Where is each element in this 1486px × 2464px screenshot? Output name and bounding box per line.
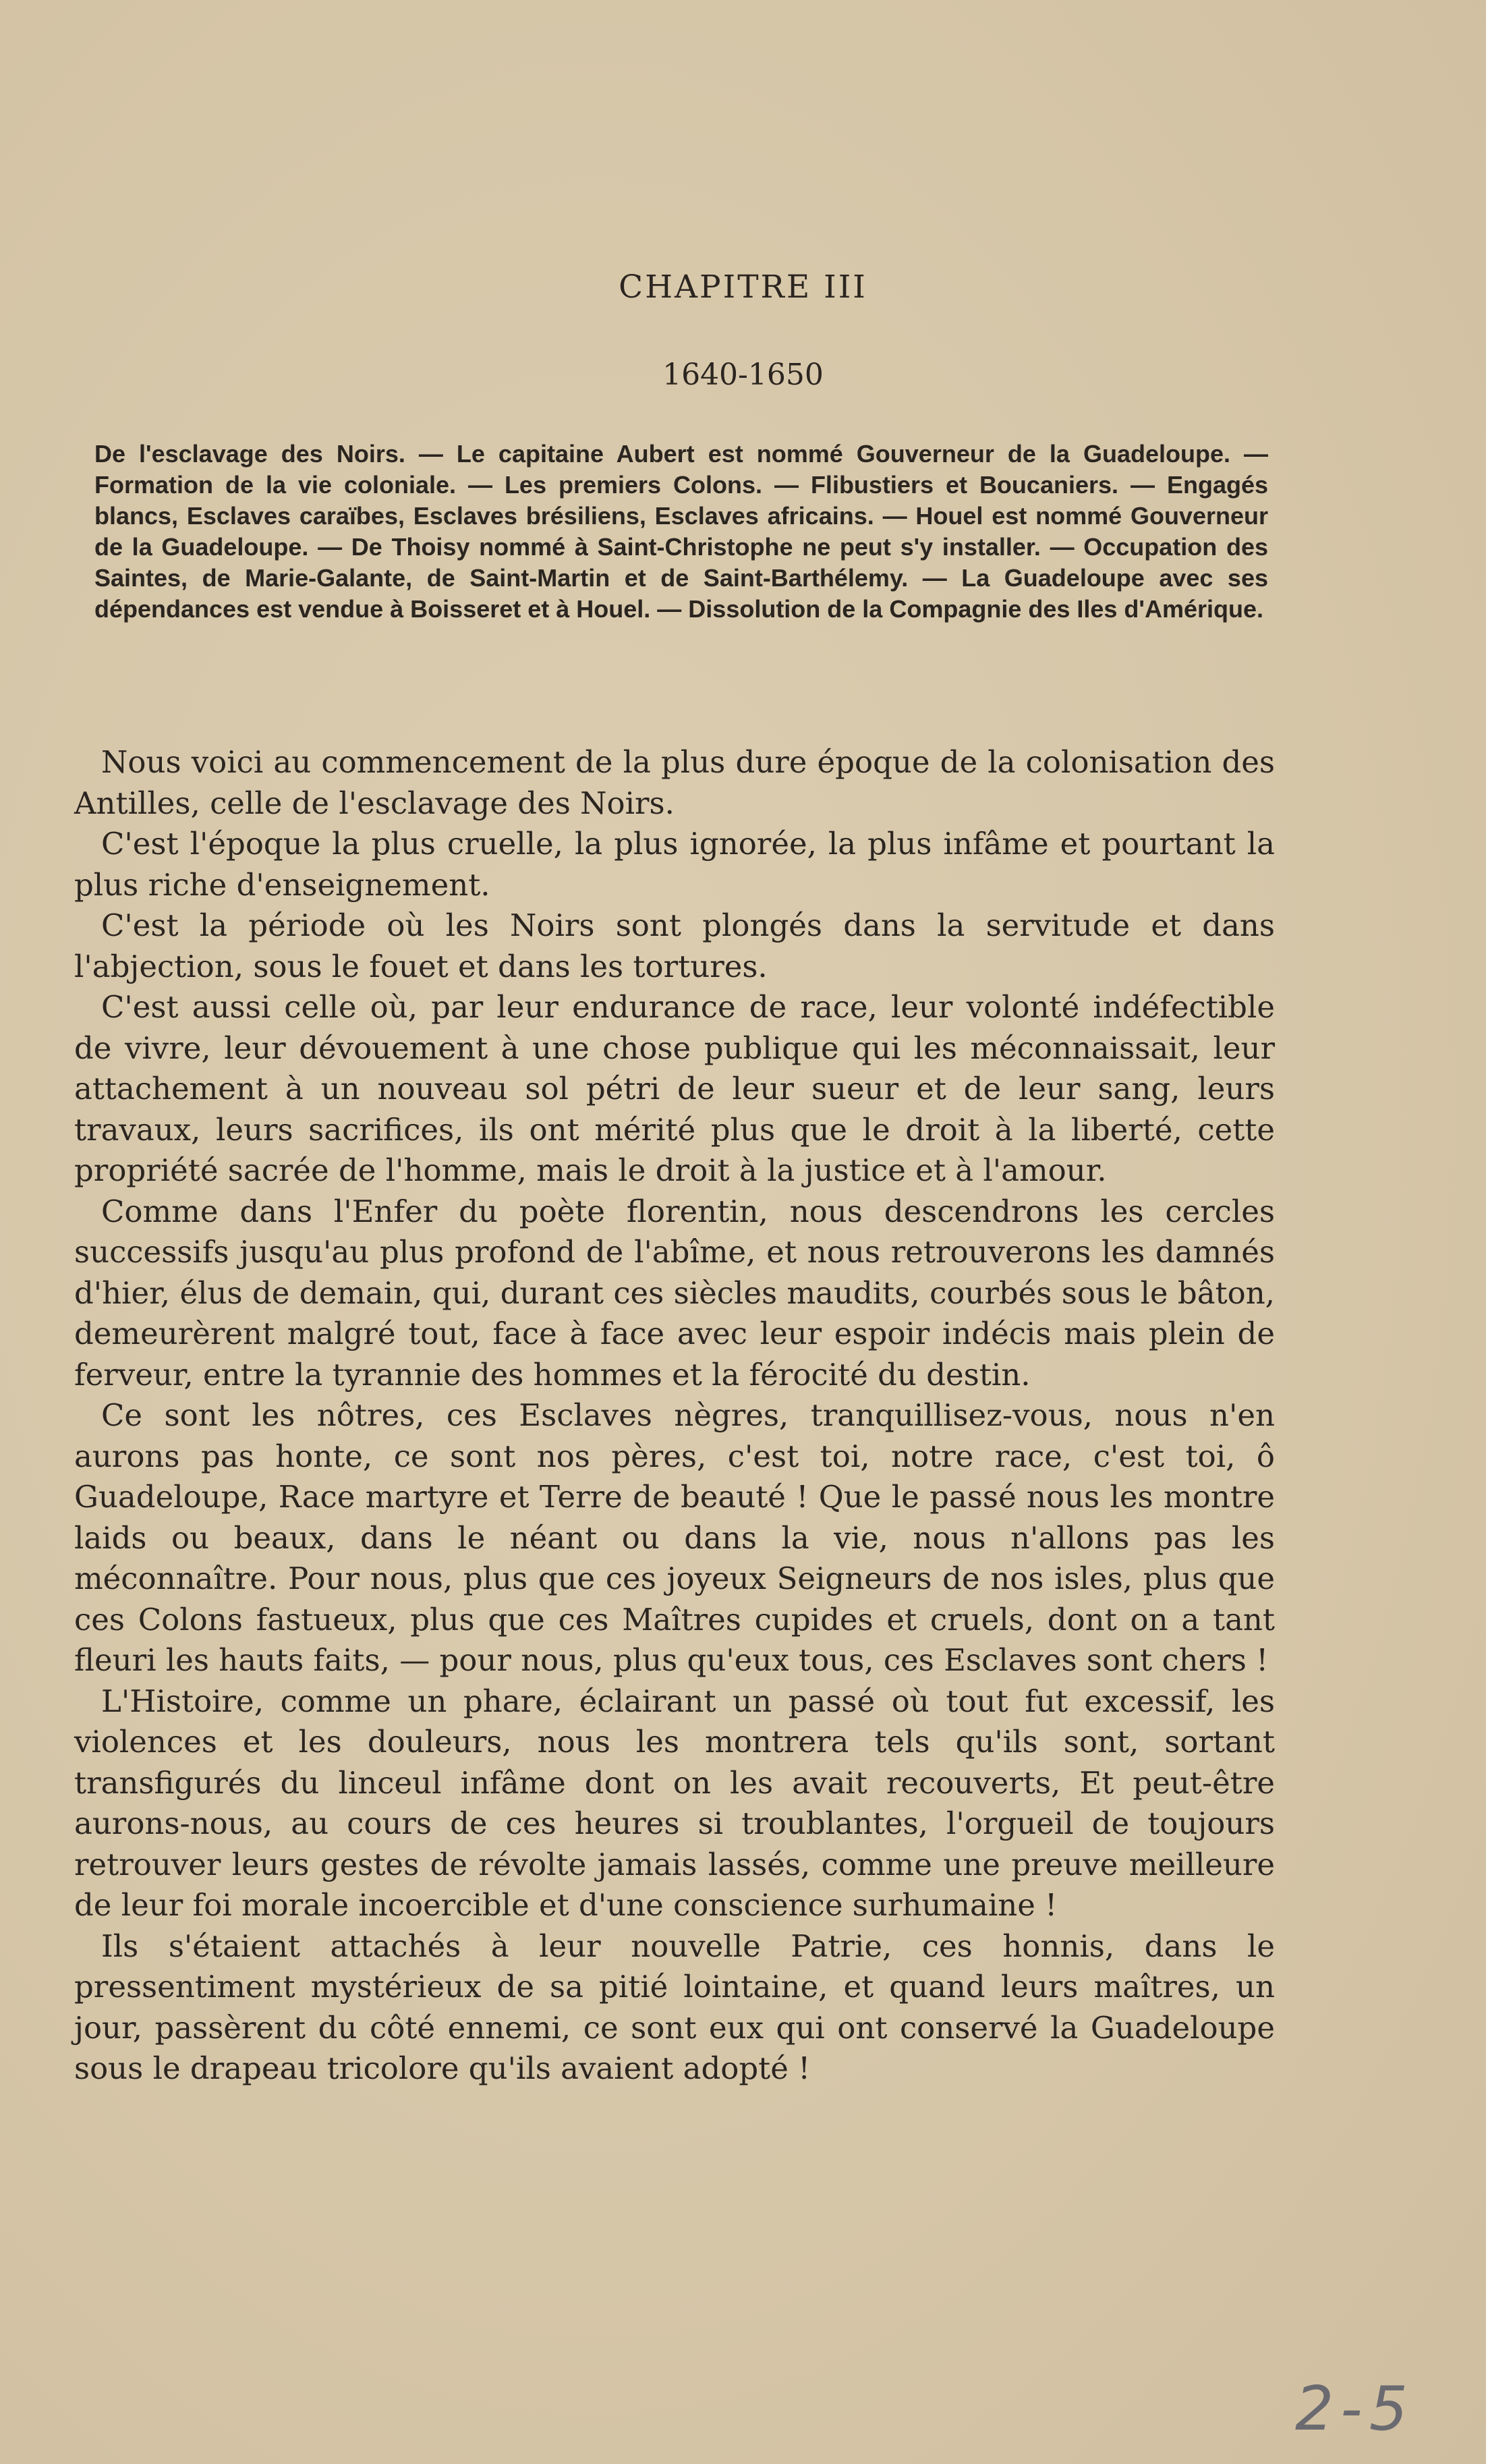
paragraph: C'est la période où les Noirs sont plongés dans la servitude et dans l'abjection, sous le fouet et dans les tortures. [74,907,1275,984]
paragraph: Ils s'étaient attachés à leur nouvelle Patrie, ces honnis, dans le pressentiment mystérieux de sa pitié lointaine, et quand leurs maîtres, un jour, passèrent du côté ennemi, ce sont eux qui ont conservé la Guadeloupe sous le drapeau tricolore qu'ils avaient adopté ! [74,1928,1275,2086]
paragraph: C'est aussi celle où, par leur endurance de race, leur volonté indéfectible de vivre, leur dévouement à une chose publique qui les méconnaissait, leur attachement à un nouveau sol pétri de leur sueur et de leur sang, leurs travaux, leurs sacrifices, ils ont mérité plus que le droit à la liberté, cette propriété sacrée de l'homme, mais le droit à la justice et à l'amour. [74,989,1275,1188]
paragraph: C'est l'époque la plus cruelle, la plus ignorée, la plus infâme et pourtant la plus riche d'enseignement. [74,826,1275,903]
chapter-title: CHAPITRE III [619,269,867,306]
paragraph: Comme dans l'Enfer du poète florentin, nous descendrons les cercles successifs jusqu'au plus profond de l'abîme, et nous retrouverons les damnés d'hier, élus de demain, qui, durant ces siècles maudits, courbés sous le bâton, demeurèrent malgré tout, face à face avec leur espoir indécis mais plein de ferveur, entre la tyrannie des hommes et la férocité du destin. [74,1193,1275,1393]
paragraph: L'Histoire, comme un phare, éclairant un passé où tout fut excessif, les violences et les douleurs, nous les montrera tels qu'ils sont, sortant transfigurés du linceul infâme dont on les avait recouverts, Et peut-être aurons-nous, au cours de ces heures si troublantes, l'orgueil de toujours retrouver leurs gestes de révolte jamais lassés, comme une preuve meilleure de leur foi morale incoercible et d'une conscience surhumaine ! [74,1683,1275,1923]
handwritten-archive-mark: 2-5 [1295,2374,1414,2444]
paragraph: Nous voici au commencement de la plus dure époque de la colonisation des Antilles, celle de l'esclavage des Noirs. [74,744,1275,821]
chapter-dates: 1640-1650 [662,358,824,392]
paragraph: Ce sont les nôtres, ces Esclaves nègres, tranquillisez-vous, nous n'en aurons pas honte, ce sont nos pères, c'est toi, notre race, c'est toi, ô Guadeloupe, Race martyre et Terre de beauté ! Que le passé nous les montre laids ou beaux, dans le néant ou dans la vie, nous n'allons pas les méconnaître. Pour nous, plus que ces joyeux Seigneurs de nos isles, plus que ces Colons fastueux, plus que ces Maîtres cupides et cruels, dont on a tant fleuri les hauts faits, — pour nous, plus qu'eux tous, ces Esclaves sont chers ! [74,1397,1275,1678]
chapter-summary: De l'esclavage des Noirs. — Le capitaine Aubert est nommé Gouverneur de la Guadeloupe. — Formation de la vie coloniale. — Les premiers Colons. — Flibustiers et Boucaniers. — Engagés blancs, Esclaves caraïbes, Esclaves brésiliens, Esclaves africains. — Houel est nommé Gouverneur de la Guadeloupe. — De Thoisy nommé à Saint-Christophe ne peut s'y installer. — Occupation des Saintes, de Marie-Galante, de Saint-Martin et de Saint-Barthélemy. — La Guadeloupe avec ses dépendances est vendue à Boisseret et à Houel. — Dissolution de la Compagnie des Iles d'Amérique. [94,440,1268,623]
chapter-body [74,742,1275,2090]
